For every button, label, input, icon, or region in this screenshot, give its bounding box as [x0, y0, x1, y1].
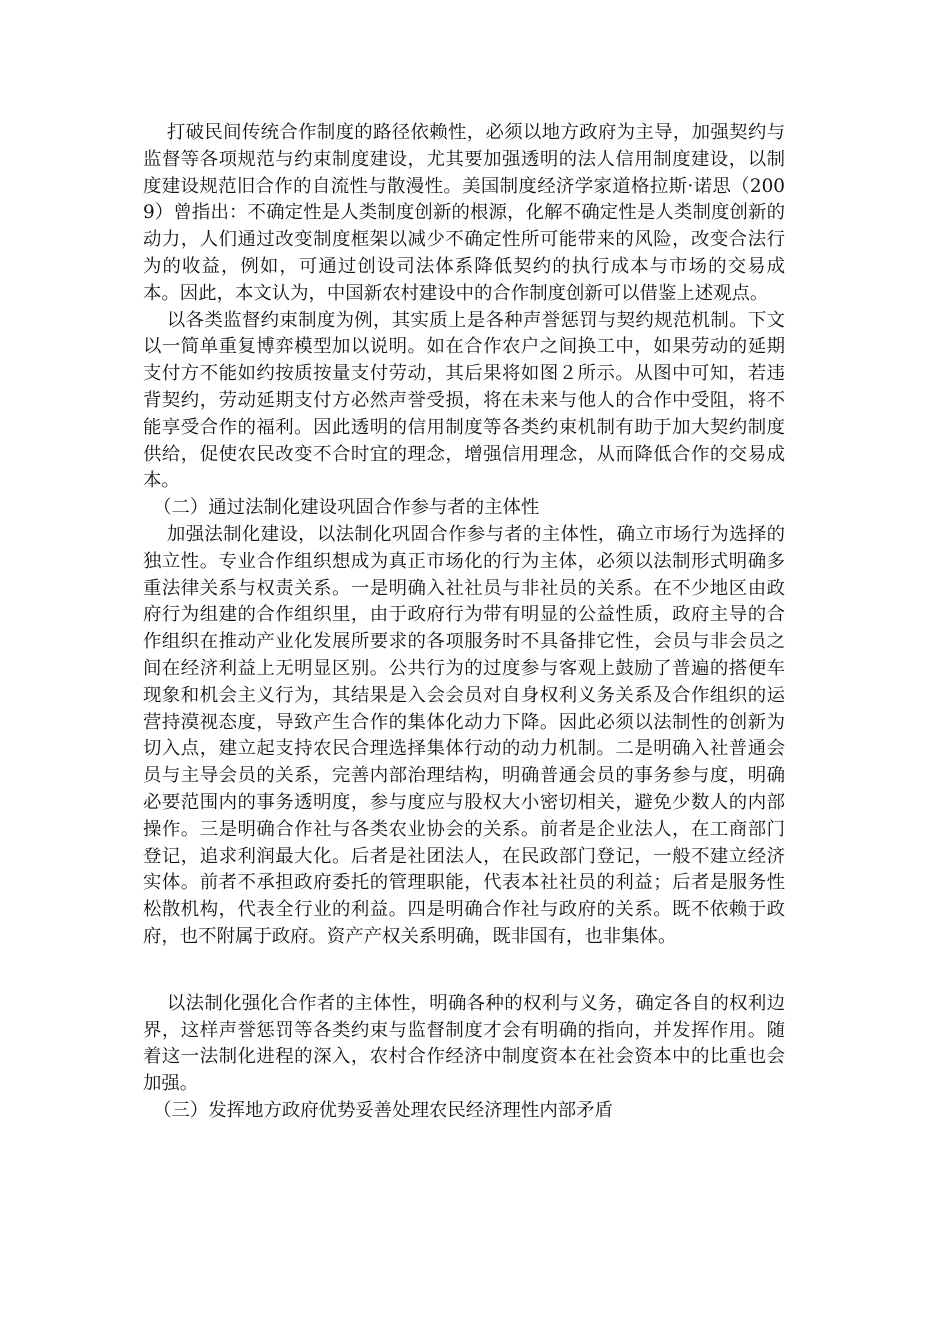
paragraph-legalization: 加强法制化建设，以法制化巩固合作参与者的主体性，确立市场行为选择的独立性。专业合作组织想成为真正市场化的行为主体，必须以法制形式明确多重法律关系与权责关系。一是明确入社社员与非社员的关系。在不少地区由政府行为组建的合作组织里，由于政府行为带有明显的公益性质，政府主导的合作组织在推动产业化发展所要求的各项服务时不具备排它性，会员与非会员之间在经济利益上无明显区别。公共行为的过度参与客观上鼓励了普遍的搭便车现象和机会主义行为，其结果是入会会员对自身权利义务关系及合作组织的运营持漠视态度，导致产生合作的集体化动力下降。因此必须以法制性的创新为切入点，建立起支持农民合理选择集体行动的动力机制。二是明确入社普通会员与主导会员的关系，完善内部治理结构，明确普通会员的事务参与度，明确必要范围内的事务透明度，参与度应与股权大小密切相关，避免少数人的内部操作。三是明确合作社与各类农业协会的关系。前者是企业法人，在工商部门登记，追求利润最大化。后者是社团法人，在民政部门登记，一般不建立经济实体。前者不承担政府委托的管理职能，代表本社社员的利益；后者是服务性松散机构，代表全行业的利益。四是明确合作社与政府的关系。既不依赖于政府，也不附属于政府。资产产权关系明确，既非国有，也非集体。: [143, 523, 785, 947]
paragraph-gap: [143, 951, 785, 991]
paragraph-subjectivity: 以法制化强化合作者的主体性，明确各种的权利与义务，确定各自的权利边界，这样声誉惩罚等各类约束与监督制度才会有明确的指向，并发挥作用。随着这一法制化进程的深入，农村合作经济中制度资本在社会资本中的比重也会加强。: [143, 992, 785, 1095]
section-heading-2: （二）通过法制化建设巩固合作参与者的主体性: [153, 497, 540, 519]
section-heading-3: （三）发挥地方政府优势妥善处理农民经济理性内部矛盾: [153, 1099, 613, 1121]
document-page: [143, 120, 785, 1125]
paragraph-path-dependence: 打破民间传统合作制度的路径依赖性，必须以地方政府为主导，加强契约与监督等各项规范与约束制度建设，尤其要加强透明的法人信用制度建设，以制度建设规范旧合作的自流性与散漫性。美国制度经济学家道格拉斯·诺思（2009）曾指出：不确定性是人类制度创新的根源，化解不确定性是人类制度创新的动力，人们通过改变制度框架以减少不确定性所可能带来的风险，改变合法行为的收益，例如，可通过创设司法体系降低契约的执行成本与市场的交易成本。因此，本文认为，中国新农村建设中的合作制度创新可以借鉴上述观点。: [143, 122, 785, 304]
paragraph-supervision-mechanism: 以各类监督约束制度为例，其实质上是各种声誉惩罚与契约规范机制。下文以一简单重复博弈模型加以说明。如在合作农户之间换工中，如果劳动的延期支付方不能如约按质按量支付劳动，其后果将如图２所示。从图中可知，若违背契约，劳动延期支付方必然声誉受损，将在未来与他人的合作中受阻，将不能享受合作的福利。因此透明的信用制度等各类约束机制有助于加大契约制度供给，促使农民改变不合时宜的理念，增强信用理念，从而降低合作的交易成本。: [143, 309, 785, 492]
